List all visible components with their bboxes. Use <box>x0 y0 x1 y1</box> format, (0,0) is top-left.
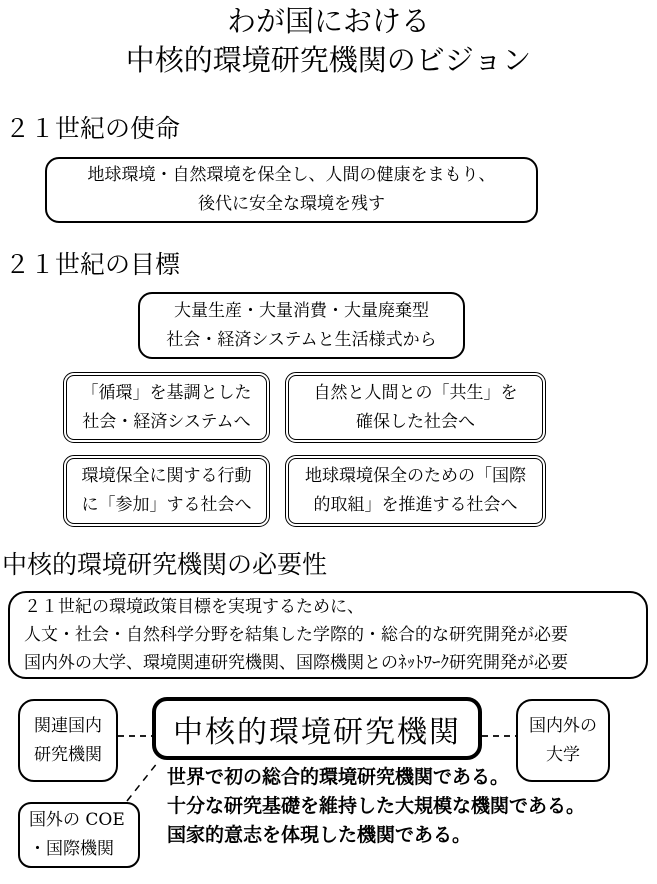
universities-line2: 大学 <box>546 744 580 765</box>
page-title-line2: 中核的環境研究機関のビジョン <box>125 43 532 77</box>
core-institute-label: 中核的環境研究機関 <box>173 714 461 750</box>
target-box-line: 「循環」を基調とした <box>81 382 252 403</box>
target-box-line: 確保した社会へ <box>356 411 475 432</box>
target-box-line: 自然と人間との「共生」を <box>313 382 518 403</box>
target-box-line: 環境保全に関する行動 <box>81 466 252 486</box>
necessity-line1: ２１世紀の環境政策目標を実現するために、 <box>24 597 364 617</box>
necessity-line2: 人文・社会・自然科学分野を結集した学際的・総合的な研究開発が必要 <box>24 625 568 645</box>
goals-source-box <box>138 292 465 359</box>
related-institutions-line1: 関連国内 <box>34 715 102 736</box>
target-box-line: 社会・経済システムへ <box>82 411 251 432</box>
connector-line-diagonal <box>127 762 158 801</box>
necessity-heading: 中核的環境研究機関の必要性 <box>2 550 328 579</box>
overseas-coe-line1: 国外の COE <box>29 810 125 830</box>
mission-box-line2: 後代に安全な環境を残す <box>198 194 385 214</box>
description-line: 国家的意志を体現した機関である。 <box>167 824 472 846</box>
description-line: 世界で初の総合的環境研究機関である。 <box>167 766 510 788</box>
core-institute-box <box>152 697 482 760</box>
necessity-box <box>8 591 648 679</box>
necessity-line3: 国内外の大学、環境関連研究機関、国際機関とのﾈｯﾄﾜｰｸ研究開発が必要 <box>24 653 568 673</box>
target-box-circulation <box>63 372 270 443</box>
overseas-coe-line2: ・国際機関 <box>29 839 114 859</box>
target-box-international <box>285 455 546 527</box>
mission-heading: ２１世紀の使命 <box>5 114 181 143</box>
mission-box-line1: 地球環境・自然環境を保全し、人間の健康をまもり、 <box>87 165 496 185</box>
goals-heading: ２１世紀の目標 <box>5 250 181 279</box>
mission-box <box>45 157 538 223</box>
goals-source-line1: 大量生産・大量消費・大量廃棄型 <box>174 300 429 321</box>
related-institutions-box <box>18 699 118 782</box>
target-box-line: に「参加」する社会へ <box>81 495 252 515</box>
target-box-symbiosis <box>285 372 546 443</box>
overseas-coe-box <box>18 802 140 868</box>
target-box-line: 的取組」を推進する社会へ <box>313 495 518 515</box>
universities-line1: 国内外の <box>529 715 597 736</box>
related-institutions-line2: 研究機関 <box>34 744 102 765</box>
description-line: 十分な研究基礎を維持した大規模な機関である。 <box>167 795 586 817</box>
goals-source-line2: 社会・経済システムと生活様式から <box>166 329 437 350</box>
target-box-line: 地球環境保全のための「国際 <box>305 466 526 486</box>
target-box-participation <box>63 455 270 527</box>
page-title-line1: わが国における <box>226 4 430 38</box>
